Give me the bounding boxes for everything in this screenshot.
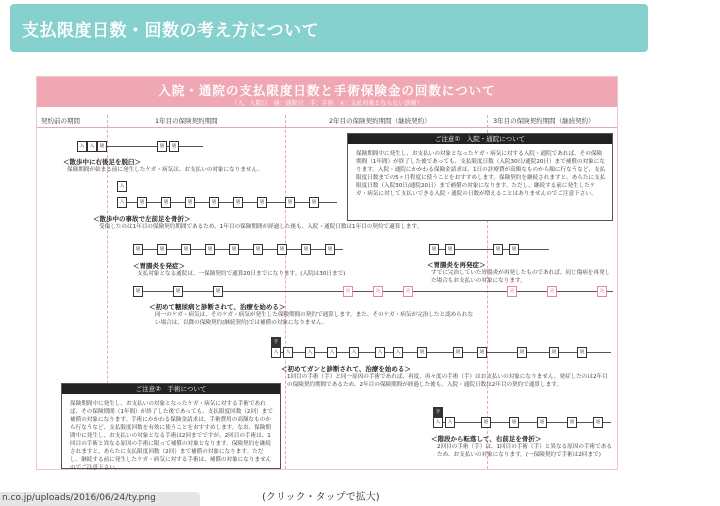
case-title: ＜散歩中の事故で左前足を骨折＞ [93,215,191,223]
day-marker: 通 [517,347,527,358]
day-marker: 入 [433,417,443,428]
day-marker: 通 [597,286,607,297]
day-marker: 通 [325,244,335,255]
case-title: ＜初めてガンと診断されて、治療を始める＞ [281,365,411,373]
day-marker: 通 [509,244,519,255]
payment-limit-figure[interactable] [36,76,618,470]
case-title: ＜階段から転落して、右前足を骨折＞ [431,435,542,443]
case-desc: 1回目の手術（手）と同一原因の手術であれば、再度、再々度の手術（手）はお支払いの対象になりません。発症したのは2年目の保険契約期間であるため、2年目の保険期間が経過した後も、入院・通院日数は2年目の契約で通算します。 [287,374,608,388]
day-marker: 入 [445,417,455,428]
day-marker: 通 [417,347,427,358]
case-title: ＜散歩中に右後足を脱臼＞ [63,158,141,166]
day-marker: 通 [213,286,223,297]
day-marker: 手 [433,407,443,418]
day-marker: 入 [305,347,315,358]
day-marker: 通 [547,286,557,297]
day-marker: 通 [481,417,491,428]
day-marker: 通 [429,244,439,255]
case-title: ＜胃腸炎を発症＞ [133,262,185,270]
day-marker: 入 [87,141,97,152]
case-desc: 2回目の手術（手）は、1回目の手術（手）と異なる原因の手術であるため、お支払いの対象になります。(一保険契約で手術は2回まで) [437,444,612,458]
period-label: 契約前の期間 [41,117,80,125]
day-marker: 通 [577,347,587,358]
day-marker: 入 [393,347,403,358]
day-marker: 入 [283,347,293,358]
day-marker: 通 [509,417,519,428]
timeline [433,422,611,423]
day-marker: 通 [493,244,503,255]
section-title: 支払限度日数・回数の考え方について [22,21,320,41]
case-title: ＜初めて糖尿病と診断されて、治療を始める＞ [149,303,286,311]
figure-banner [37,77,617,107]
case-title: ＜胃腸炎を再発症＞ [427,261,486,269]
day-marker: 通 [209,197,219,208]
day-marker: 通 [277,244,287,255]
timeline [117,202,337,203]
day-marker: 通 [507,286,517,297]
timeline [271,352,611,353]
day-marker: 通 [593,417,603,428]
day-marker: 通 [133,286,143,297]
day-marker: 通 [157,141,167,152]
day-marker: 通 [157,244,167,255]
note-body: 保険期間中に発生し、お支払いの対象となったケガ・病気に対する入院・通院であれば、その保険期間（1年間）が終了した後であっても、支払限度日数（入院30日/通院20日）まで補償の対象になります。入院・通院にかかわる保険金請求は、1日の診療費が高額なものから順に行なうなど、支払限度日数までの5ヶ月程度に使うことをおすすめします。保険契約を継続されますと、あらたに支払限度日数（入院30日/通院20日）まで補償の対象になります。ただし、継続する前に発生したケガ・病気に対して支払いできる入院・通院の日数が増えることはありませんのでご注意下さい。 [356,151,606,197]
enlarge-caption[interactable]: (クリック・タップで拡大) [262,492,380,503]
day-marker: 入 [375,347,385,358]
day-marker: 入 [327,347,337,358]
note-title: ご注意② 手術について [62,384,280,394]
case-desc: 支払対象となる通院は、一保険契約で通算20日までになります。(入院は30日まで) [137,271,346,277]
period-header-row [37,115,617,128]
day-marker: 入 [117,181,127,192]
day-marker: 通 [253,244,263,255]
day-marker: 入 [271,347,281,358]
day-marker: 通 [453,347,463,358]
day-marker: 通 [233,197,243,208]
note-surgery [61,383,281,469]
day-marker: 通 [229,244,239,255]
day-marker: 通 [445,244,455,255]
timeline [107,146,203,147]
status-url-bar [0,492,200,506]
day-marker: 通 [173,286,183,297]
period-label: 1年目の保険契約期間 [155,117,218,125]
note-body: 保険期間中に発生し、お支払いの対象となったケガ・病気に対する手術であれば、その保険期間（1年間）が終了した後であっても、支払限度回数（2回）まで補償の対象になります。手術にかかわる保険金請求は、手術費用の高額なものから行なうなど、支払限度回数を有効に使うことをおすすめします。なお、保険期間中に発生し、お支払いの対象となる手術は2回までですが、2回目の手術は、1回目の手術と異なる原因の手術に限って補償の対象となります。保険契約を継続されますと、あらたに支払限度回数（2回）まで補償の対象になります。ただし、継続する前に発生したケガ・病気に対する手術は、補償の対象になりませんのでご注意下さい。 [70,401,273,471]
day-marker: 入 [349,347,359,358]
day-marker: 入 [117,197,127,208]
day-marker: 通 [477,347,487,358]
day-marker: 通 [343,286,353,297]
note-hospital-visit [347,133,613,221]
case-desc: すでに完治していた胃腸炎が再発したものであれば、同じ傷病を再発した場合もお支払いの対象になります。 [431,270,611,284]
figure-legend: （入：入院日 通：通院日 手：手術 ×：支払対象とならない診療） [231,100,423,107]
figure-title: 入院・通院の支払限度日数と手術保険金の回数について [158,83,496,98]
day-marker: 通 [285,197,295,208]
note-title: ご注意① 入院・通院について [348,134,612,144]
day-marker: 通 [205,244,215,255]
day-marker: 通 [133,244,143,255]
day-marker: 通 [549,347,559,358]
day-marker: 通 [301,244,311,255]
section-header [10,4,648,52]
day-marker: 通 [97,141,107,152]
day-marker: 通 [169,141,179,152]
case-desc: 同一のケガ・病気は、そのケガ・病気が発生した保険期間の契約で通算します。また、そのケガ・病気が完治したと認められない場合は、以降の保険契約(継続契約)では補償の対象になりません。 [155,312,474,326]
day-marker: 通 [309,197,319,208]
day-marker: 入 [77,141,87,152]
period-label: 2年目の保険契約期間（継続契約） [329,117,431,125]
day-marker: 通 [257,197,267,208]
day-marker: 通 [537,417,547,428]
day-marker: 通 [567,417,577,428]
status-url: n.co.jp/uploads/2016/06/24/ty.png [2,493,156,503]
day-marker: 手 [271,337,281,348]
case-desc: 受傷したのは1年目の保険契約期間であるため、1年目の保険期間が経過した後も、入院・通院日数は1年目の契約で適算します。 [99,224,423,230]
day-marker: 通 [161,197,171,208]
day-marker: 通 [185,197,195,208]
day-marker: 通 [181,244,191,255]
day-marker: 通 [373,286,383,297]
period-label: 3年目の保険契約期間（継続契約） [493,117,595,125]
day-marker: 通 [403,286,413,297]
period-divider [285,115,286,469]
case-desc: 保険期間が始まる前に発生したケガ・病気は、お支払いの対象になりません。 [67,167,264,173]
day-marker: 通 [137,197,147,208]
